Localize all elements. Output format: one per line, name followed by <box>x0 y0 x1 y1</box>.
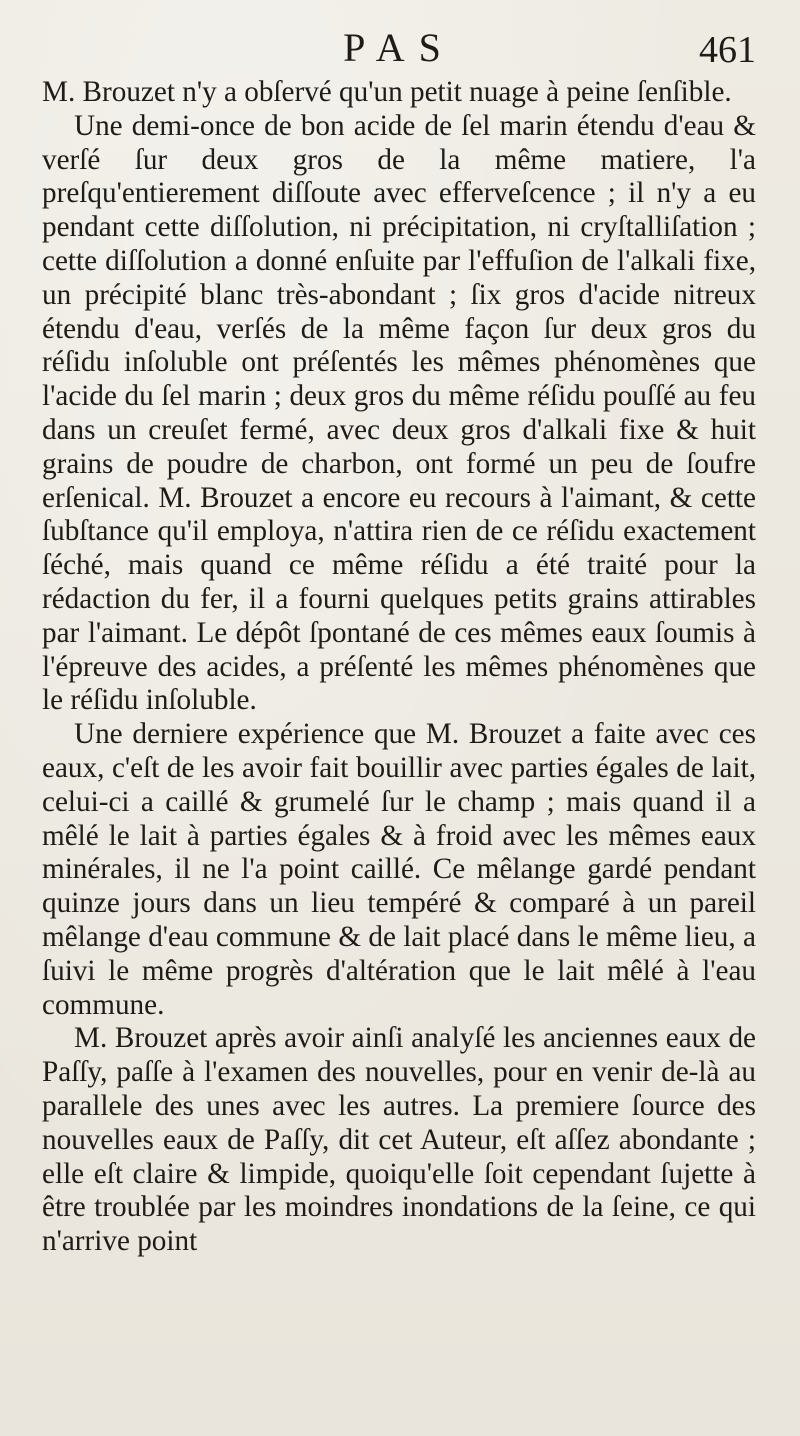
running-head-word: PAS <box>343 25 455 70</box>
running-head <box>42 22 756 76</box>
paragraph-3: Une derniere expérience que M. Brouzet a faite avec ces eaux, c'eſt de les avoir fait bouillir avec parties égales de lait, celui-ci a caillé & grumelé ſur le champ ; mais quand il a mêlé le lait à parties égales & à froid avec les mêmes eaux minérales, il ne l'a point caillé. Ce mêlange gardé pendant quinze jours dans un lieu tempéré & comparé à un pareil mêlange d'eau commune & de lait placé dans le même lieu, a ſuivi le même progrès d'altération que le lait mêlé à l'eau commune. <box>42 718 756 1021</box>
page-number: 461 <box>699 29 756 71</box>
paragraph-4: M. Brouzet après avoir ainſi analyſé les anciennes eaux de Paſſy, paſſe à l'examen des nouvelles, pour en venir de-là au parallele des unes avec les autres. La premiere ſource des nouvelles eaux de Paſſy, dit cet Auteur, eſt aſſez abondante ; elle eſt claire & limpide, quoiqu'elle ſoit cependant ſujette à être troublée par les moindres inondations de la ſeine, ce qui n'arrive point <box>42 1022 756 1258</box>
paragraph-1: M. Brouzet n'y a obſervé qu'un petit nuage à peine ſenſible. <box>42 76 732 108</box>
paragraph-2: Une demi-once de bon acide de ſel marin étendu d'eau & verſé ſur deux gros de la même matiere, l'a preſqu'entierement diſſoute avec efferveſcence ; il n'y a eu pendant cette diſſolution, ni précipitation, ni cryſtalliſation ; cette diſſolution a donné enſuite par l'effuſion de l'alkali fixe, un précipité blanc très-abondant ; ſix gros d'acide nitreux étendu d'eau, verſés de la même façon ſur deux gros du réſidu inſoluble ont préſentés les mêmes phénomènes que l'acide du ſel marin ; deux gros du même réſidu pouſſé au feu dans un creuſet fermé, avec deux gros d'alkali fixe & huit grains de poudre de charbon, ont formé un peu de ſoufre erſenical. M. Brouzet a encore eu recours à l'aimant, & cette ſubſtance qu'il employa, n'attira rien de ce réſidu exactement ſéché, mais quand ce même réſidu a été traité pour la rédaction du fer, il a fourni quelques petits grains attirables par l'aimant. Le dépôt ſpontané de ces mêmes eaux ſoumis à l'épreuve des acides, a préſenté les mêmes phénomènes que le réſidu inſoluble. <box>42 109 756 717</box>
body-text <box>42 76 756 1259</box>
